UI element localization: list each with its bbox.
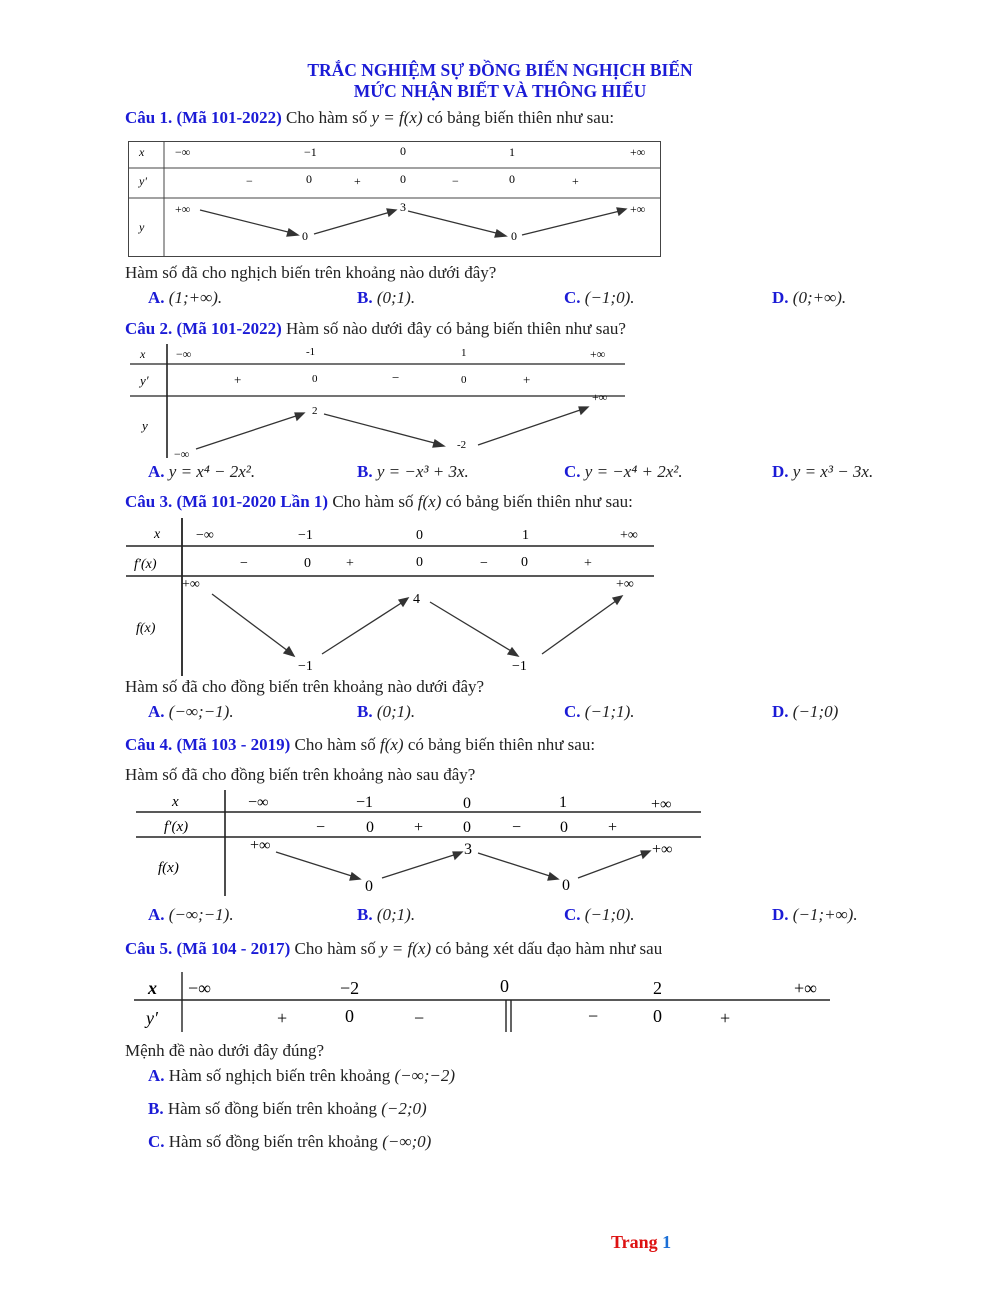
sign: 0 <box>366 819 374 836</box>
option-key: D. <box>772 462 789 481</box>
x-value: −1 <box>356 794 374 811</box>
row-label-x: x <box>140 347 146 361</box>
option-key: A. <box>148 1066 165 1085</box>
option-a[interactable] <box>148 1066 455 1086</box>
sign: + <box>572 174 579 188</box>
y-value: +∞ <box>616 577 634 592</box>
y-value: +∞ <box>652 841 673 858</box>
math-expression: y = f(x) <box>371 108 423 127</box>
option-key: A. <box>148 905 165 924</box>
sign: + <box>354 174 361 188</box>
sign: + <box>234 372 242 387</box>
sign: 0 <box>509 172 515 186</box>
option-text: (−1;0) <box>792 702 839 721</box>
row-label-f: f(x) <box>158 860 179 876</box>
option-b[interactable] <box>357 905 415 925</box>
x-value: −∞ <box>188 978 211 998</box>
option-key: C. <box>564 462 581 481</box>
y-value: 0 <box>302 229 308 243</box>
row-label-x: x <box>172 794 179 810</box>
y-value: +∞ <box>175 202 191 216</box>
sign: − <box>588 1006 599 1026</box>
footer-label: Trang <box>611 1232 658 1252</box>
x-value: +∞ <box>630 145 646 159</box>
option-key: C. <box>564 288 581 307</box>
sign: + <box>523 372 531 387</box>
question-text: Cho hàm số <box>294 939 376 958</box>
option-text: (−1;0). <box>584 288 635 307</box>
option-c[interactable] <box>148 1132 431 1152</box>
option-key: B. <box>148 1099 164 1118</box>
option-text: (0;1). <box>376 702 416 721</box>
question-label: Câu 1. (Mã 101-2022) <box>125 108 282 127</box>
option-key: A. <box>148 702 165 721</box>
question-1-question: Hàm số đã cho nghịch biến trên khoảng nào dưới đây? <box>125 263 497 282</box>
x-value: −2 <box>340 978 360 998</box>
sign: − <box>392 370 400 385</box>
option-text: (1;+∞). <box>168 288 223 307</box>
option-text: y = x³ − 3x. <box>792 462 874 481</box>
sign: 0 <box>400 172 406 186</box>
x-value: +∞ <box>794 978 817 998</box>
y-value: −1 <box>298 659 313 674</box>
question-label: Câu 5. (Mã 104 - 2017) <box>125 939 291 958</box>
question-text: có bảng biến thiên như sau: <box>426 108 615 127</box>
option-key: C. <box>564 702 581 721</box>
option-key: C. <box>564 905 581 924</box>
option-b[interactable] <box>357 462 469 482</box>
option-key: B. <box>357 462 373 481</box>
sign: 0 <box>416 555 423 570</box>
option-text: y = x⁴ − 2x². <box>168 462 256 481</box>
y-value: +∞ <box>592 390 608 404</box>
variation-table-4 <box>136 790 704 898</box>
x-value: 1 <box>522 528 529 543</box>
question-label: Câu 3. (Mã 101-2020 Lần 1) <box>125 492 329 511</box>
option-c[interactable] <box>564 288 635 308</box>
option-a[interactable] <box>148 702 234 722</box>
math-expression: (−∞;−2) <box>394 1066 456 1085</box>
row-label-f: f(x) <box>136 621 156 636</box>
x-value: −1 <box>304 145 317 159</box>
x-value: 1 <box>509 145 515 159</box>
question-2-prompt <box>125 319 626 339</box>
x-value: −∞ <box>196 528 214 543</box>
x-value: 1 <box>559 794 567 811</box>
y-value: +∞ <box>182 577 200 592</box>
option-key: B. <box>357 702 373 721</box>
row-label-y: y <box>139 220 145 234</box>
sign: 0 <box>304 556 311 571</box>
option-text: (−1;0). <box>584 905 635 924</box>
row-label-fprime: f′(x) <box>164 819 189 835</box>
option-key: A. <box>148 462 165 481</box>
variation-table-1 <box>128 141 662 259</box>
question-label: Câu 2. (Mã 101-2022) <box>125 319 282 338</box>
question-3-prompt <box>125 492 633 512</box>
option-a[interactable] <box>148 288 222 308</box>
question-text: Cho hàm số <box>294 735 376 754</box>
row-label-x: x <box>154 527 161 542</box>
sign: + <box>346 556 354 571</box>
y-value: 3 <box>400 200 406 214</box>
row-label-x: x <box>139 145 145 159</box>
question-3-question: Hàm số đã cho đồng biến trên khoảng nào dưới đây? <box>125 677 485 696</box>
math-expression: y = f(x) <box>380 939 432 958</box>
variation-arrows <box>276 851 650 880</box>
option-d[interactable] <box>772 462 873 482</box>
variation-arrows <box>196 407 588 449</box>
option-key: C. <box>148 1132 165 1151</box>
variation-table-3 <box>126 518 656 676</box>
variation-table-2 <box>130 344 630 458</box>
document-title: TRẮC NGHIỆM SỰ ĐỒNG BIẾN NGHỊCH BIẾN <box>307 60 693 80</box>
math-expression: (−2;0) <box>381 1099 427 1118</box>
sign: + <box>277 1008 288 1028</box>
question-5-prompt <box>125 939 662 959</box>
sign: + <box>414 819 424 836</box>
option-text: Hàm số nghịch biến trên khoảng <box>168 1066 391 1085</box>
row-label-y: y <box>142 418 148 433</box>
question-text: Cho hàm số <box>332 492 414 511</box>
y-value: 2 <box>312 405 318 417</box>
option-key: A. <box>148 288 165 307</box>
row-label-yprime: y' <box>139 174 147 188</box>
option-a[interactable] <box>148 462 255 482</box>
sign-table-5 <box>134 972 834 1034</box>
question-text: có bảng biến thiên như sau: <box>407 735 596 754</box>
question-4-question: Hàm số đã cho đồng biến trên khoảng nào sau đây? <box>125 765 476 784</box>
y-value: +∞ <box>630 202 646 216</box>
sign: 0 <box>345 1006 354 1026</box>
option-a[interactable] <box>148 905 234 925</box>
sign: 0 <box>461 374 467 386</box>
x-value: 0 <box>500 976 509 996</box>
page-footer <box>611 1232 671 1253</box>
option-d[interactable] <box>772 702 838 722</box>
question-text: có bảng biến thiên như sau: <box>445 492 633 511</box>
sign: 0 <box>653 1006 662 1026</box>
option-c[interactable] <box>564 905 635 925</box>
x-value: 1 <box>461 347 467 359</box>
sign: 0 <box>463 819 471 836</box>
document-subtitle: MỨC NHẬN BIẾT VÀ THÔNG HIỂU <box>353 81 647 101</box>
option-text: (−∞;−1). <box>168 702 234 721</box>
y-value: 0 <box>562 877 570 894</box>
option-key: D. <box>772 702 789 721</box>
x-value: -1 <box>306 346 316 358</box>
question-5-question: Mệnh đề nào dưới đây đúng? <box>125 1041 325 1060</box>
option-text: Hàm số đồng biến trên khoảng <box>167 1099 377 1118</box>
sign: − <box>480 556 488 571</box>
option-key: D. <box>772 288 789 307</box>
variation-arrows <box>200 208 626 237</box>
y-value: 4 <box>413 592 420 607</box>
row-label-fprime: f′(x) <box>134 557 157 572</box>
option-text: (0;+∞). <box>792 288 847 307</box>
sign: − <box>512 819 522 836</box>
option-key: B. <box>357 905 373 924</box>
option-key: D. <box>772 905 789 924</box>
option-text: y = −x³ + 3x. <box>376 462 469 481</box>
page-number: 1 <box>662 1232 672 1252</box>
question-text: Cho hàm số <box>286 108 368 127</box>
math-expression: (−∞;0) <box>382 1132 432 1151</box>
x-value: −1 <box>298 528 313 543</box>
option-text: y = −x⁴ + 2x². <box>584 462 683 481</box>
option-b[interactable] <box>148 1099 427 1119</box>
x-value: 2 <box>653 978 662 998</box>
sign: − <box>240 556 248 571</box>
x-value: −∞ <box>175 145 191 159</box>
question-text: có bảng xét dấu đạo hàm như sau <box>435 939 663 958</box>
sign: + <box>584 556 592 571</box>
sign: − <box>246 174 253 188</box>
y-value: 0 <box>365 878 373 895</box>
x-value: 0 <box>416 528 423 543</box>
sign: + <box>720 1008 731 1028</box>
question-1-prompt <box>125 108 614 128</box>
row-label-yprime: y′ <box>146 1008 158 1028</box>
option-text: Hàm số đồng biến trên khoảng <box>168 1132 378 1151</box>
x-value: −∞ <box>248 794 269 811</box>
option-b[interactable] <box>357 702 415 722</box>
sign: + <box>608 819 618 836</box>
sign: − <box>414 1008 425 1028</box>
sign: − <box>452 174 459 188</box>
y-value: +∞ <box>250 837 271 854</box>
y-value: −1 <box>512 659 527 674</box>
x-value: −∞ <box>176 347 192 361</box>
option-b[interactable] <box>357 288 415 308</box>
row-label-x: x <box>148 978 157 998</box>
x-value: 0 <box>463 795 471 812</box>
y-value: 0 <box>511 229 517 243</box>
sign: 0 <box>306 172 312 186</box>
option-d[interactable] <box>772 288 846 308</box>
option-key: B. <box>357 288 373 307</box>
y-value: −∞ <box>174 447 190 458</box>
row-label-yprime: y′ <box>140 373 149 388</box>
x-value: +∞ <box>620 528 638 543</box>
sign: 0 <box>560 819 568 836</box>
question-4-prompt <box>125 735 595 755</box>
option-text: (0;1). <box>376 905 416 924</box>
sign: 0 <box>312 373 318 385</box>
x-value: 0 <box>400 144 406 158</box>
sign: 0 <box>521 555 528 570</box>
option-text: (−1;1). <box>584 702 635 721</box>
option-text: (−1;+∞). <box>792 905 858 924</box>
x-value: +∞ <box>590 347 606 361</box>
option-text: (−∞;−1). <box>168 905 234 924</box>
option-c[interactable] <box>564 702 635 722</box>
math-expression: f(x) <box>417 492 442 511</box>
question-text: Hàm số nào dưới đây có bảng biến thiên như sau? <box>286 319 626 338</box>
option-text: (0;1). <box>376 288 416 307</box>
option-d[interactable] <box>772 905 858 925</box>
y-value: -2 <box>457 439 467 451</box>
option-c[interactable] <box>564 462 683 482</box>
x-value: +∞ <box>651 796 672 813</box>
question-label: Câu 4. (Mã 103 - 2019) <box>125 735 291 754</box>
sign: − <box>316 819 326 836</box>
y-value: 3 <box>464 841 472 858</box>
math-expression: f(x) <box>380 735 404 754</box>
